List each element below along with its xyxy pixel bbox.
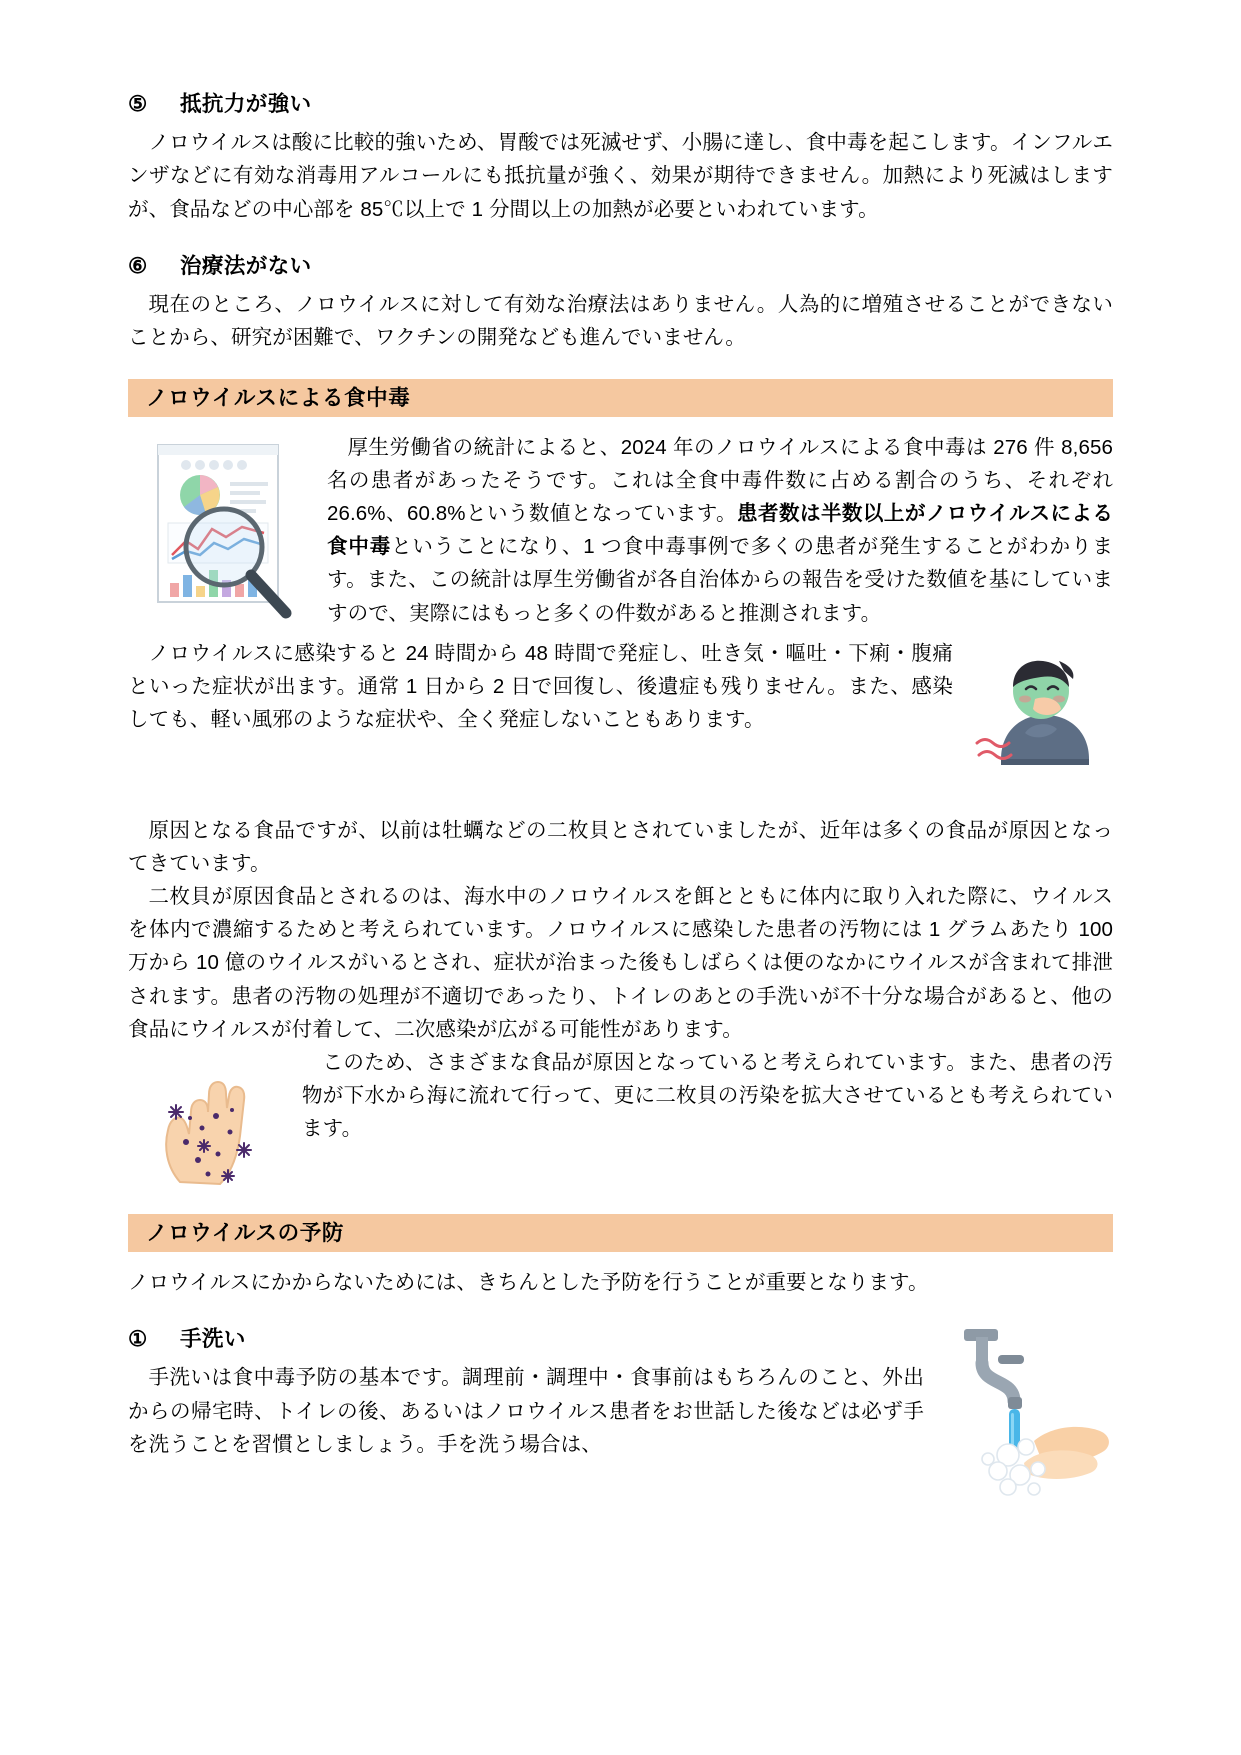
food-poisoning-block-2 [128,637,1113,780]
heading-title: 抵抗力が強い [180,92,312,116]
section-resistance [128,88,1113,226]
paragraph-text: 二枚貝が原因食品とされるのは、海水中のノロウイルスを餌とともに体内に取り入れた際に、ウイルスを体内で濃縮するためと考えられています。ノロウイルスに感染した患者の汚物には 1 グラムあたり 100 万から 10 億のウイルスがいるとされ、症状が治まった後もしばらくは便のなかにウイルスが含まれて排泄されます。患者の汚物の処理が不適切であったり、トイレのあとの手洗いが不十分な場合があると、他の食品にウイルスが付着して、二次感染が広がる可能性があります。 [128,884,1113,1041]
paragraph-emphasis: 患者数は半数以上がノロウイルスによる食中毒 [327,501,1113,559]
spacer [128,1190,1113,1214]
spacer [128,1299,1113,1323]
handwashing-icon [938,1323,1113,1513]
sick-person-icon [963,641,1113,776]
section-banner-prevention: ノロウイルスの予防 [128,1214,1113,1252]
spacer [128,1252,1113,1266]
paragraph: ノロウイルスにかからないためには、きちんとした予防を行うことが重要となります。 [128,1270,929,1294]
heading-title: 治療法がない [180,253,312,278]
heading-number: ⑥ [128,253,148,278]
spacer [128,226,1113,250]
heading-number: ⑤ [128,92,148,116]
food-poisoning-block-1 [128,431,1113,637]
document-content [128,88,1113,1513]
paragraph [128,880,1113,1046]
paragraph: 手洗いは食中毒予防の基本です。調理前・調理中・食事前はもちろんのこと、外出からの帰宅時、トイレの後、あるいはノロウイルス患者をお世話した後などは必ず手を洗うことを習慣としましょう。手を洗う場合は、 [128,1366,924,1456]
food-poisoning-block-4 [128,1046,1113,1190]
section-heading [128,250,1113,282]
paragraph: 現在のところ、ノロウイルスに対して有効な治療法はありません。人為的に増殖させることができないことから、研究が困難で、ワクチンの開発なども進んでいません。 [128,293,1113,350]
prevention-item-1 [128,1323,1113,1513]
paragraph: ノロウイルスは酸に比較的強いため、胃酸では死滅せず、小腸に達し、食中毒を起こします。インフルエンザなどに有効な消毒用アルコールにも抵抗量が強く、効果が期待できません。加熱により死滅はしますが、食品などの中心部を 85℃以上で 1 分間以上の加熱が必要といわれています。 [128,131,1113,221]
food-poisoning-block-3 [128,880,1113,1046]
statistics-report-icon [138,437,313,637]
heading-title: 手洗い [180,1327,246,1352]
spacer [128,780,1113,814]
spacer [128,417,1113,431]
heading-number: ① [128,1327,148,1352]
section-banner-food-poisoning: ノロウイルスによる食中毒 [128,379,1113,417]
paragraph-part-2: ということになり、1 つ食中毒事例で多くの患者が発生することがわかります。また、この統計は厚生労働省が各自治体からの報告を受けた数値を基にしていますので、実際にはもっと多くの件数があると推測されます。 [327,535,1113,625]
paragraph: 原因となる食品ですが、以前は牡蠣などの二枚貝とされていましたが、近年は多くの食品が原因となってきています。 [128,818,1113,875]
paragraph: ノロウイルスに感染すると 24 時間から 48 時間で発症し、吐き気・嘔吐・下痢・腹痛といった症状が出ます。通常 1 日から 2 日で回復し、後遺症も残りません。また、感染しても、軽い風邪のような症状や、全く発症しないこともあります。 [128,641,953,731]
spacer [128,355,1113,379]
section-no-treatment [128,250,1113,355]
paragraph-part-1: 厚生労働省の統計によると、2024 年のノロウイルスによる食中毒は 276 件 8,656 名の患者があったそうです。これは全食中毒件数に占める割合のうち、それぞれ 26.6%、60.8%という数値となっています。 [327,435,1113,525]
contaminated-hand-icon [136,1050,286,1190]
paragraph: このため、さまざまな食品が原因となっていると考えられています。また、患者の汚物が下水から海に流れて行って、更に二枚貝の汚染を拡大させているとも考えられています。 [302,1050,1113,1141]
section-heading [128,88,1113,120]
